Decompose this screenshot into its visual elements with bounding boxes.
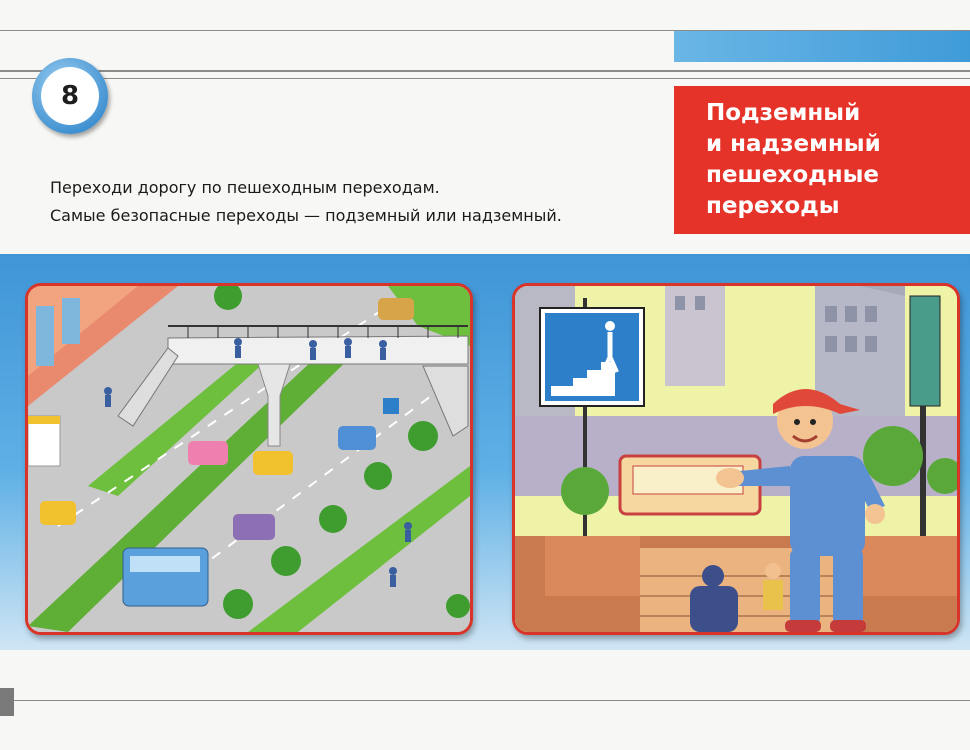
page-number: 8 [41, 67, 99, 125]
page-number-badge [32, 58, 108, 134]
car-purple [233, 514, 275, 540]
page-title [706, 98, 956, 222]
title-line-1: Подземный [706, 100, 861, 126]
car-yellow-2 [40, 501, 76, 525]
underpass-illustration [512, 283, 960, 635]
intro-text [50, 174, 562, 230]
header-rule [0, 70, 970, 72]
header-rule-thin [0, 78, 970, 79]
overpass-illustration [25, 283, 473, 635]
top-right-blue-strip [674, 30, 970, 62]
bottom-rule [0, 700, 970, 701]
man-going-down [690, 586, 738, 632]
street-info-panel [910, 296, 940, 406]
bottom-left-mark [0, 688, 14, 716]
intro-line-1: Переходи дорогу по пешеходным переходам. [50, 178, 440, 197]
title-box [674, 86, 970, 234]
title-line-2: и надземный [706, 131, 881, 157]
intro-line-2: Самые безопасные переходы — подземный или надземный. [50, 206, 562, 225]
underpass-boy-scene [515, 286, 957, 632]
crossing-sign-small [383, 398, 399, 414]
car-pink [188, 441, 228, 465]
overpass-street-scene [28, 286, 470, 632]
car-van [378, 298, 414, 320]
car-blue [338, 426, 376, 450]
car-yellow [253, 451, 293, 475]
title-line-4: переходы [706, 193, 840, 219]
title-line-3: пешеходные [706, 162, 880, 188]
overpass-deck [168, 336, 468, 364]
top-rule [0, 30, 970, 31]
